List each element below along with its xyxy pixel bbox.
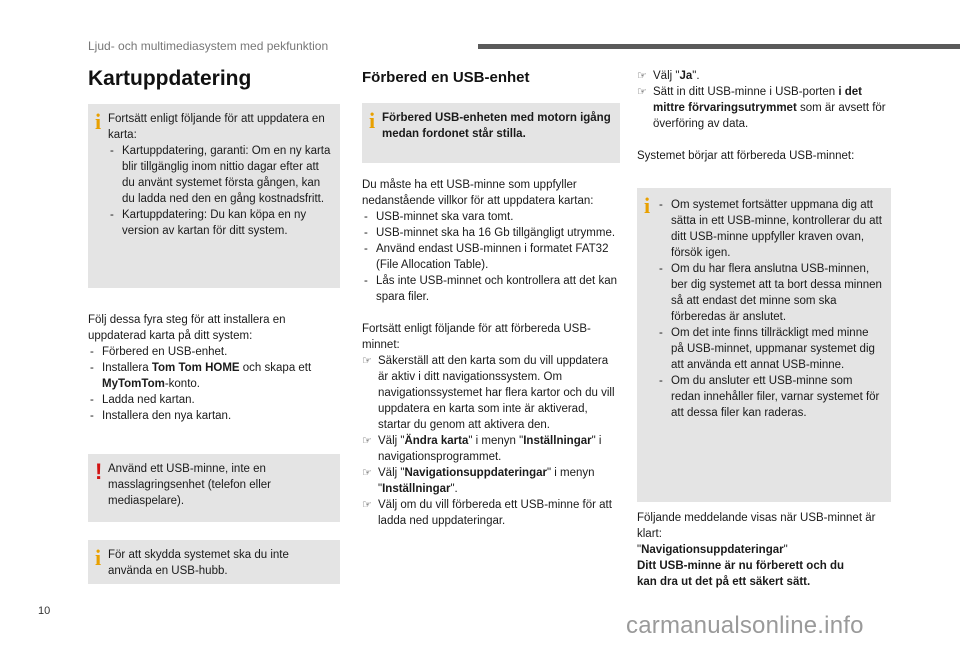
steps-block <box>88 312 340 424</box>
watermark: carmanualsonline.info <box>626 612 864 639</box>
arrow-icon: ☞ <box>362 355 372 367</box>
list-item: - Använd endast USB-minnen i formatet FAT32 (File Allocation Table). <box>362 241 620 273</box>
info-intro: Fortsätt enligt följande för att uppdatera en karta: <box>108 113 325 141</box>
page-number: 10 <box>38 605 51 617</box>
step-item: ☞ Välj "Navigationsuppdateringar" i menyn "Inställningar". <box>362 467 595 495</box>
info-text: Förbered USB-enheten med motorn igång medan fordonet står stilla. <box>382 112 611 140</box>
header-bar <box>478 44 960 49</box>
continue-steps <box>637 68 891 132</box>
warning-box <box>88 454 340 522</box>
info-text: För att skydda systemet ska du inte använda en USB-hubb. <box>108 549 289 577</box>
step-item: ☞ Välj "Ja". <box>637 70 700 82</box>
info-box <box>88 104 340 288</box>
section-title: Kartuppdatering <box>88 67 252 90</box>
product-name: Tom Tom HOME <box>151 362 240 374</box>
step-item: ☞ Välj om du vill förbereda ett USB-minne för att ladda ned uppdateringar. <box>362 499 612 527</box>
list-item: - Om du ansluter ett USB-minne som redan innehåller filer, varnar systemet för att dessa filer kan raderas. <box>657 373 883 421</box>
list-item: - Om systemet fortsätter uppmana dig att sätta in ett USB-minne, kontrollerar du att ditt USB-minne uppfyller kraven ovan, försök igen. <box>657 197 883 261</box>
step-item: - Installera Tom Tom HOME och skapa ett MyTomTom-konto. <box>88 360 340 392</box>
requirements-block <box>362 177 620 305</box>
info-icon: i <box>644 193 651 218</box>
list-item: - Om det inte finns tillräckligt med minne på USB-minnet, uppmanar systemet dig att använda ett annat USB-minne. <box>657 325 883 373</box>
arrow-icon: ☞ <box>637 86 647 98</box>
steps-intro: Följ dessa fyra steg för att installera en uppdaterad karta på ditt system: <box>88 314 286 342</box>
arrow-icon: ☞ <box>362 435 372 447</box>
info-icon: i <box>95 109 102 134</box>
list-item: - USB-minnet ska ha 16 Gb tillgängligt utrymme. <box>362 225 620 241</box>
list-item: - Kartuppdatering, garanti: Om en ny karta blir tillgänglig inom nittio dagar efter att du använt systemet första gången, kan du ladda ned den en gång kostnadsfritt. <box>108 143 332 207</box>
info-box <box>362 103 620 163</box>
list-item: - Kartuppdatering: Du kan köpa en ny version av kartan för ditt system. <box>108 207 332 239</box>
final-message-text: Ditt USB-minne är nu förberett och du kan dra ut det på ett säkert sätt. <box>637 560 844 588</box>
list-item: - Om du har flera anslutna USB-minnen, ber dig systemet att ta bort dessa minnen så att endast det minne som ska förberedas är anslutet. <box>657 261 883 325</box>
section-title: Förbered en USB-enhet <box>362 69 530 86</box>
final-intro: Följande meddelande visas när USB-minnet är klart: <box>637 512 876 540</box>
warning-text: Använd ett USB-minne, inte en masslagringsenhet (telefon eller mediaspelare). <box>108 463 272 507</box>
column-map-update <box>88 64 340 584</box>
arrow-icon: ☞ <box>637 70 647 82</box>
step-item: ☞ Välj "Ändra karta" i menyn "Inställningar" i navigationsprogrammet. <box>362 435 602 463</box>
account-name: MyTomTom <box>102 378 165 390</box>
info-icon: i <box>95 545 102 570</box>
column-continue <box>637 64 891 590</box>
list-item: - Lås inte USB-minnet och kontrollera att det kan spara filer. <box>362 273 620 305</box>
warning-icon: ! <box>95 459 103 484</box>
prepare-block <box>362 321 620 529</box>
info-box <box>88 540 340 584</box>
info-icon: i <box>369 108 376 133</box>
final-block <box>637 510 891 590</box>
header-title: Ljud- och multimediasystem med pekfunktion <box>88 39 329 53</box>
arrow-icon: ☞ <box>362 467 372 479</box>
step-item: - Ladda ned kartan. <box>88 392 340 408</box>
step-item: ☞ Sätt in ditt USB-minne i USB-porten i det mittre förvaringsutrymmet som är avsett för överföring av data. <box>637 86 886 130</box>
column-prepare-usb <box>362 64 620 529</box>
requirements-intro: Du måste ha ett USB-minne som uppfyller nedanstående villkor för att uppdatera kartan: <box>362 179 594 207</box>
info-box <box>637 188 891 502</box>
final-message-title: "Navigationsuppdateringar" <box>637 544 788 556</box>
list-item: - USB-minnet ska vara tomt. <box>362 209 620 225</box>
step-item: - Installera den nya kartan. <box>88 408 340 424</box>
system-text: Systemet börjar att förbereda USB-minnet: <box>637 150 855 162</box>
step-item: ☞ Säkerställ att den karta som du vill uppdatera är aktiv i ditt navigationssystem. Om navigationssystemet har flera kartor och du vill uppdatera en karta som inte är aktiverad, startar du genom att aktivera den. <box>362 355 615 431</box>
prepare-intro: Fortsätt enligt följande för att förbereda USB-minnet: <box>362 323 591 351</box>
arrow-icon: ☞ <box>362 499 372 511</box>
step-item: - Förbered en USB-enhet. <box>88 344 340 360</box>
